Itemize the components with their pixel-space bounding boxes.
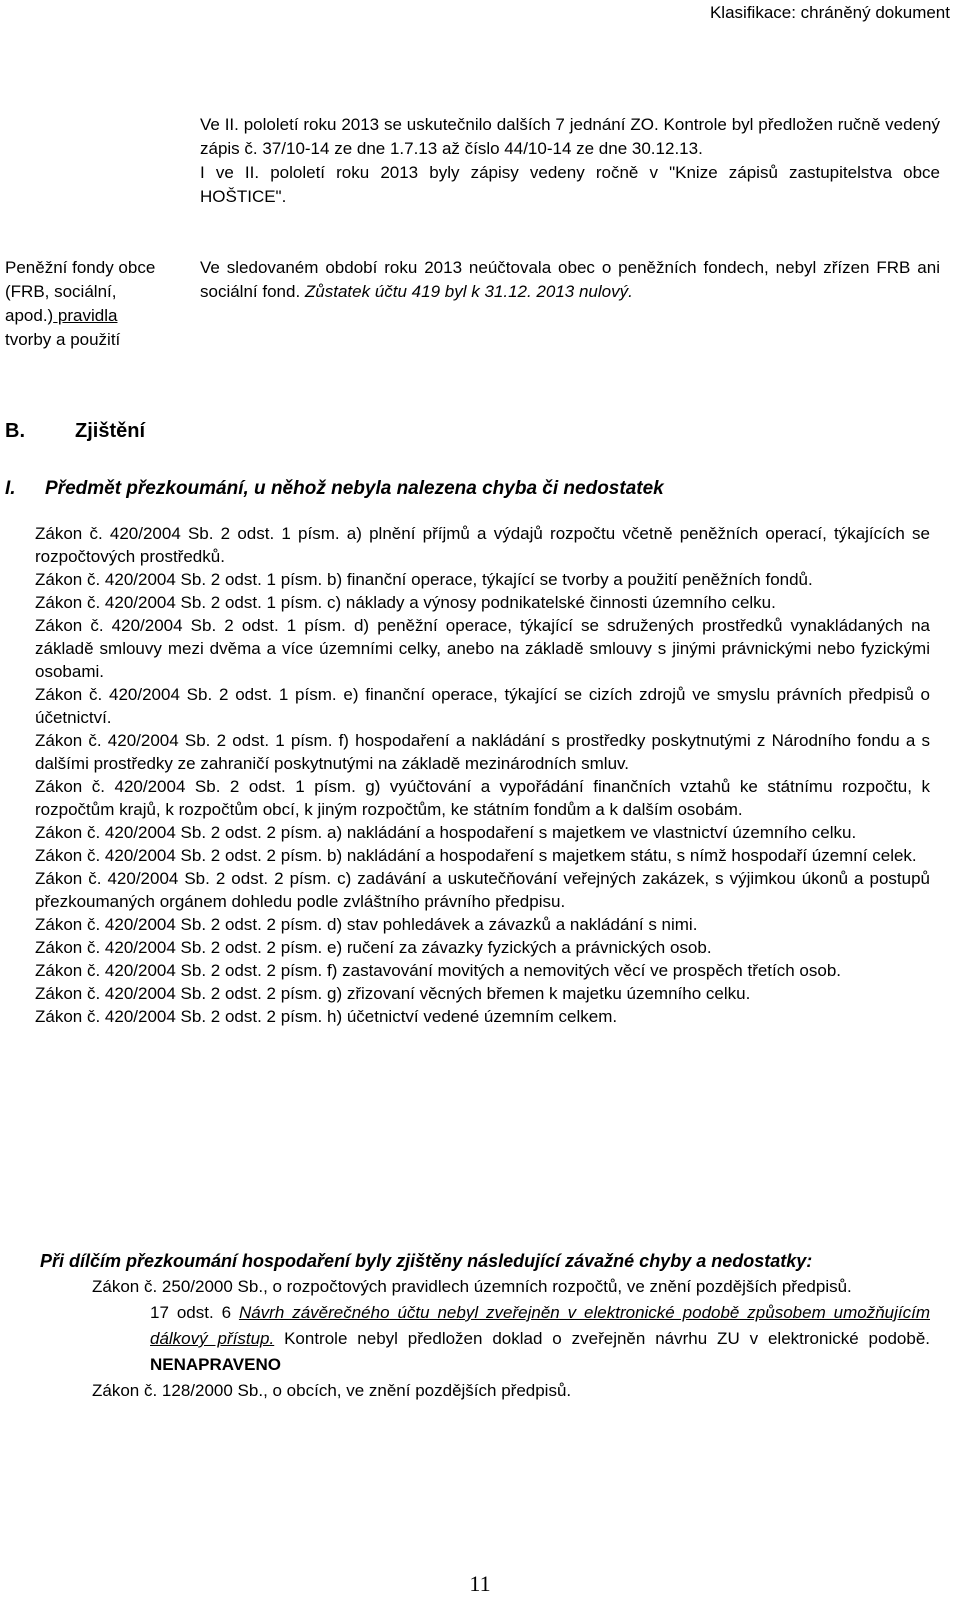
section-b-mark: B. — [5, 420, 25, 442]
subitem-underlined: Návrh závěrečného účtu nebyl zveřejněn v elektronické podobě způsobem umožňujícím dálkový přístup. — [150, 1303, 930, 1348]
findings-law-2: Zákon č. 128/2000 Sb., o obcích, ve znění pozdějších předpisů. — [92, 1381, 572, 1400]
section-i-heading — [5, 478, 664, 500]
law-item: Zákon č. 420/2004 Sb. 2 odst. 1 písm. a) plnění příjmů a výdajů rozpočtu včetně peněžních operací, týkajících se rozpočtových prostředků. — [35, 524, 930, 566]
law-item: Zákon č. 420/2004 Sb. 2 odst. 1 písm. c) náklady a výnosy podnikatelské činnosti územního celku. — [35, 593, 776, 612]
law-item: Zákon č. 420/2004 Sb. 2 odst. 1 písm. f) hospodaření a nakládání s prostředky poskytnutými z Národního fondu a s dalšími prostředky ze zahraničí poskytnutými na základě mezinárodních smluv. — [35, 731, 930, 773]
law-item: Zákon č. 420/2004 Sb. 2 odst. 1 písm. g) vyúčtování a vypořádání finančních vztahů ke státnímu rozpočtu, k rozpočtům krajů, k rozpočtům obcí, k jiným rozpočtům, ke státním fondům a k dalším osobám. — [35, 777, 930, 819]
side-label-line: (FRB, sociální, — [5, 282, 117, 301]
findings-section — [40, 1248, 930, 1404]
findings-subitem — [40, 1300, 930, 1378]
law-item: Zákon č. 420/2004 Sb. 2 odst. 2 písm. h) účetnictví vedené územním celkem. — [35, 1007, 618, 1026]
law-item: Zákon č. 420/2004 Sb. 2 odst. 2 písm. e) ručení za závazky fyzických a právnických osob. — [35, 938, 712, 957]
subitem-status: NENAPRAVENO — [150, 1355, 281, 1374]
side-label-part: apod.) — [5, 306, 54, 325]
law-item: Zákon č. 420/2004 Sb. 2 odst. 2 písm. a) nakládání a hospodaření s majetkem ve vlastnictví územního celku. — [35, 823, 857, 842]
findings-heading: Při dílčím přezkoumání hospodaření byly zjištěny následující závažné chyby a nedostatky: — [40, 1251, 813, 1271]
funds-text-plain: Ve sledovaném období roku 2013 neúčtovala obec o peněžních fondech, nebyl zřízen FRB ani sociální fond. — [200, 258, 940, 301]
law-item: Zákon č. 420/2004 Sb. 2 odst. 1 písm. e) finanční operace, týkající se cizích zdrojů ve smyslu právních předpisů o účetnictví. — [35, 685, 930, 727]
section-b-title: Zjištění — [75, 420, 146, 442]
page-number: 11 — [469, 1571, 491, 1596]
law-item: Zákon č. 420/2004 Sb. 2 odst. 2 písm. f) zastavování movitých a nemovitých věcí ve prospěch třetích osob. — [35, 961, 842, 980]
side-label-underlined: pravidla — [53, 306, 118, 325]
intro-line-2: I ve II. pololetí roku 2013 byly zápisy vedeny ročně v "Knize zápisů zastupitelstva obce HOŠTICE". — [200, 163, 940, 206]
section-i-mark: I. — [5, 478, 16, 499]
funds-paragraph — [200, 256, 940, 304]
subitem-prefix: 17 odst. 6 — [150, 1303, 239, 1322]
classification-note: Klasifikace: chráněný dokument — [709, 3, 950, 22]
intro-line-1: Ve II. pololetí roku 2013 se uskutečnilo dalších 7 jednání ZO. Kontrole byl předložen ručně vedený zápis č. 37/10-14 ze dne 1.7.13 až číslo 44/10-14 ze dne 30.12.13. — [200, 115, 940, 158]
section-b-heading — [5, 420, 145, 443]
law-item: Zákon č. 420/2004 Sb. 2 odst. 2 písm. d) stav pohledávek a závazků a nakládání s nimi. — [35, 915, 698, 934]
law-item: Zákon č. 420/2004 Sb. 2 odst. 2 písm. b) nakládání a hospodaření s majetkem státu, s nímž hospodaří územní celek. — [35, 846, 917, 865]
findings-law-1: Zákon č. 250/2000 Sb., o rozpočtových pravidlech územních rozpočtů, ve znění pozdějších předpisů. — [92, 1277, 852, 1296]
funds-side-label — [5, 256, 190, 352]
subitem-text: Kontrole nebyl předložen doklad o zveřejněn návrhu ZU v elektronické podobě. — [274, 1329, 930, 1348]
law-item: Zákon č. 420/2004 Sb. 2 odst. 2 písm. c) zadávání a uskutečňování veřejných zakázek, s výjimkou úkonů a postupů přezkoumaných orgánem dohledu podle zvláštního právního předpisu. — [35, 869, 930, 911]
side-label-line: tvorby a použití — [5, 330, 121, 349]
section-i-title: Předmět přezkoumání, u něhož nebyla nalezena chyba či nedostatek — [45, 478, 664, 499]
law-item: Zákon č. 420/2004 Sb. 2 odst. 1 písm. d) peněžní operace, týkající se sdružených prostředků vynakládaných na základě smlouvy mezi dvěma a více územními celky, anebo na základě smlouvy s jinými právnickými nebo fyzickými osobami. — [35, 616, 930, 681]
law-item: Zákon č. 420/2004 Sb. 2 odst. 1 písm. b) finanční operace, týkající se tvorby a použití peněžních fondů. — [35, 570, 813, 589]
law-item: Zákon č. 420/2004 Sb. 2 odst. 2 písm. g) zřizovaní věcných břemen k majetku územního celku. — [35, 984, 751, 1003]
funds-text-italic: Zůstatek účtu 419 byl k 31.12. 2013 nulový. — [304, 282, 633, 301]
side-label-line — [5, 304, 190, 328]
law-item-list — [35, 522, 930, 1028]
side-label-line: Peněžní fondy obce — [5, 258, 156, 277]
intro-paragraph — [200, 113, 940, 209]
